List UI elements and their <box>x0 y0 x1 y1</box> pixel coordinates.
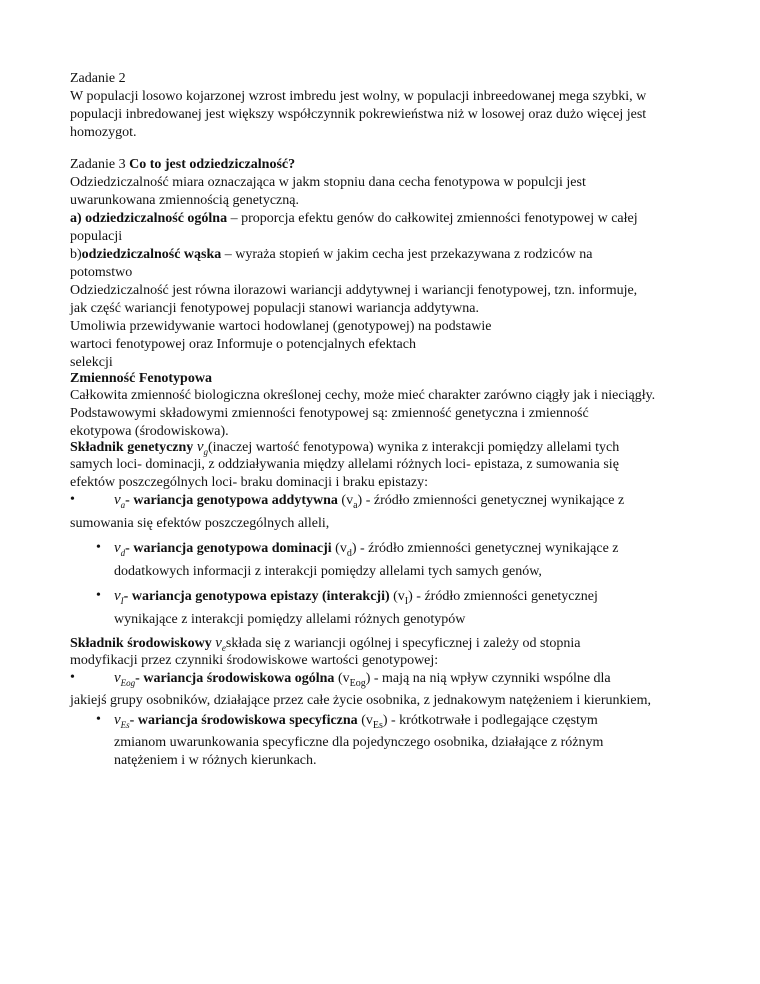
phenotypic-variance-heading <box>70 370 212 388</box>
bullet-veog: • <box>70 670 75 685</box>
bullet-va: • <box>70 492 75 507</box>
broad-heritability <box>70 210 638 228</box>
epistasis-variance-term: - wariancja genotypowa epistazy (interakcji) <box>123 589 390 604</box>
definition-line-1: Odziedziczalność miara oznaczająca w jakm stopniu dana cecha fenotypowa w populcji jest <box>70 175 586 190</box>
specific-env-variance-item: $v_{Es}-$ wariancja środowiskowa specyficzna $(v_{Es})$ - krótkotrwałe i podlegające częstym <box>114 712 598 731</box>
zadanie2-line-2: populacji inbredowanej jest większy współczynnik pokrewieństwa niż w losowej oraz dużo więcej jest <box>70 107 647 122</box>
broad-heritability-cont: populacji <box>70 229 123 244</box>
dominance-variance-term: - wariancja genotypowa dominacji <box>125 541 332 556</box>
vi-symbol: $v_I$ <box>114 588 124 606</box>
vd-symbol: $v_d$ <box>114 540 126 558</box>
prediction-line-2: wartoci fenotypowej oraz Informuje o potencjalnych efektach <box>70 337 416 352</box>
additive-variance-term: - wariancja genotypowa addytywna <box>125 493 338 508</box>
genetic-component-text: (inaczej wartość fenotypowa) wynika z interakcji pomiędzy allelami tych <box>207 440 620 455</box>
epistasis-variance-item: $v_I-$ wariancja genotypowa epistazy (interakcji) $(v_I)$ - źródło zmienności genetycznej <box>114 588 598 607</box>
specific-env-variance-cont-1: zmianom uwarunkowania specyficzne dla pojedynczego osobnika, działające z różnym <box>114 735 604 750</box>
specific-env-variance-cont-2: natężeniem i w różnych kierunkach. <box>114 753 317 768</box>
vg-symbol: $v_g$ <box>196 439 208 457</box>
genetic-component-term: Składnik genetyczny <box>70 440 197 455</box>
zadanie2-heading: Zadanie 2 <box>70 71 126 86</box>
ves-symbol: $v_{Es}$ <box>114 712 130 730</box>
definition-line-2: uwarunkowana zmiennością genetyczną. <box>70 193 299 208</box>
zadanie2-line-3: homozygot. <box>70 125 137 140</box>
narrow-heritability-text: – wyraża stopień w jakim cecha jest przekazywana z rodziców na <box>221 247 593 262</box>
zadanie3-heading-label: Zadanie 3 <box>70 157 130 172</box>
genetic-component-line-2: samych loci- dominacji, z oddziaływania między allelami różnych loci- epistaza, z sumowania się <box>70 457 619 472</box>
va-symbol: $v_a$ <box>114 492 126 510</box>
epistasis-variance-cont: wynikające z interakcji pomiędzy allelami różnych genotypów <box>114 612 466 627</box>
environmental-component-text: składa się z wariancji ogólnej i specyficznej i zależy od stopnia <box>225 636 581 651</box>
bullet-vd: • <box>96 540 101 555</box>
zadanie3-heading <box>70 156 295 174</box>
bullet-ves: • <box>96 712 101 727</box>
ve-symbol: $v_e$ <box>215 635 226 653</box>
ratio-line-2: jak część wariancji fenotypowej populacji stanowi wariancja addytywna. <box>70 301 479 316</box>
narrow-heritability <box>70 246 593 264</box>
additive-variance-item: $v_a-$ wariancja genotypowa addytywna $(v_a)$ - źródło zmienności genetycznej wynikające z <box>114 492 625 511</box>
narrow-heritability-cont: potomstwo <box>70 265 133 280</box>
environmental-component-cont: modyfikacji przez czynniki środowiskowe wartości genotypowej: <box>70 653 439 668</box>
phenotypic-variance-title: Zmienność Fenotypowa <box>70 371 212 386</box>
environmental-component-term: Składnik środowiskowy <box>70 636 216 651</box>
general-env-variance-term: - wariancja środowiskowa ogólna <box>135 671 335 686</box>
broad-heritability-term: a) odziedziczalność ogólna <box>70 211 228 226</box>
broad-heritability-text: – proporcja efektu genów do całkowitej zmienności fenotypowej w całej <box>227 211 638 226</box>
variance-line-1: Całkowita zmienność biologiczna określonej cechy, może mieć charakter zarówno ciągły jak i nieciągły. <box>70 388 656 403</box>
specific-env-variance-term: - wariancja środowiskowa specyficzna <box>129 713 358 728</box>
narrow-heritability-prefix: b) <box>70 247 82 262</box>
variance-line-2: Podstawowymi składowymi zmienności fenotypowej są: zmienność genetyczna i zmienność <box>70 406 589 421</box>
general-env-variance-item: $v_{Eog}-$ wariancja środowiskowa ogólna $(v_{Eog})$ - mają na nią wpływ czynniki wspólne dla <box>114 670 611 689</box>
prediction-line-1: Umoliwia przewidywanie wartoci hodowlanej (genotypowej) na podstawie <box>70 319 492 334</box>
zadanie2-line-1: W populacji losowo kojarzonej wzrost imbredu jest wolny, w populacji inbreedowanej mega szybki, w <box>70 89 647 104</box>
bullet-vi: • <box>96 588 101 603</box>
dominance-variance-item: $v_d-$ wariancja genotypowa dominacji $(v_d)$ - źródło zmienności genetycznej wynikające z <box>114 540 619 559</box>
veog-symbol: $v_{Eog}$ <box>114 670 136 688</box>
zadanie3-question: Co to jest odziedziczalność? <box>129 157 296 172</box>
variance-line-3: ekotypowa (środowiskowa). <box>70 424 229 439</box>
narrow-heritability-term: odziedziczalność wąska <box>81 247 222 262</box>
additive-variance-cont: sumowania się efektów poszczególnych alleli, <box>70 516 330 531</box>
general-env-variance-cont: jakiejś grupy osobników, działające przez całe życie osobnika, z jednakowym natężeniem i kierunkiem, <box>70 693 652 708</box>
dominance-variance-cont: dodatkowych informacji z interakcji pomiędzy allelami tych samych genów, <box>114 564 542 579</box>
genetic-component-line-3: efektów poszczególnych loci- braku dominacji i braku epistazy: <box>70 475 429 490</box>
prediction-line-3: selekcji <box>70 355 113 370</box>
ratio-line-1: Odziedziczalność jest równa ilorazowi wariancji addytywnej i wariancji fenotypowej, tzn. informuje, <box>70 283 638 298</box>
